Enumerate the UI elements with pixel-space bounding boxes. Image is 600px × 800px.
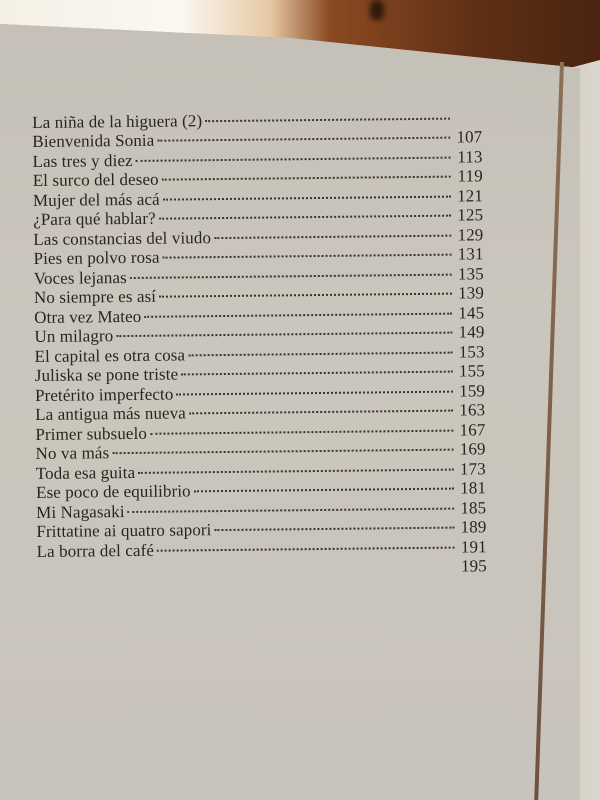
- toc-entry-page: 153: [458, 341, 485, 362]
- toc-entry-title: Primer subsuelo: [35, 423, 148, 444]
- toc-entry-title: Mi Nagasaki: [36, 501, 125, 522]
- dot-leader: [214, 221, 452, 243]
- dot-leader: [214, 513, 454, 535]
- toc-entry-page: 135: [457, 263, 484, 284]
- toc-entry-title: Otra vez Mateo: [34, 306, 142, 327]
- toc-entry-page: 169: [459, 439, 486, 459]
- toc-entry-page: 149: [458, 322, 485, 342]
- toc-entry-title: Voces lejanas: [33, 267, 127, 288]
- toc-entry-title: Bienvenida Sonia: [32, 130, 155, 151]
- toc-entry-title: La antigua más nueva: [35, 403, 187, 424]
- toc-entry-title: La borra del café: [36, 540, 155, 561]
- background-object-shadow: [370, 0, 384, 20]
- toc-entry-title: Ese poco de equilibrio: [35, 481, 191, 502]
- toc-entry-title: Las tres y diez: [32, 150, 133, 171]
- toc-entry-title: ¿Para qué hablar?: [33, 208, 156, 229]
- toc-entry-page: 173: [459, 458, 486, 479]
- toc-entry-page: 155: [458, 361, 485, 381]
- toc-entry-page: 145: [458, 302, 485, 323]
- dot-leader: [194, 474, 455, 496]
- toc-entry-page: 181: [460, 478, 487, 498]
- toc-entry-page: 163: [459, 400, 486, 420]
- toc-entry-page: 167: [459, 419, 486, 440]
- toc-entry-title: No va más: [35, 443, 110, 463]
- toc-entry-page: 125: [457, 205, 484, 225]
- toc-entry-title: Pretérito imperfecto: [34, 384, 174, 405]
- toc-entry-title: La niña de la higuera (2): [32, 110, 203, 132]
- toc-entry-title: Toda esa guita: [35, 462, 136, 483]
- toc-entry-title: Pies en polvo rosa: [33, 247, 160, 268]
- toc-entry-page: 191: [460, 536, 487, 557]
- toc-entry-title: No siempre es así: [33, 286, 157, 307]
- toc-entry-page: 131: [457, 244, 484, 264]
- toc-entry-page: 189: [460, 517, 487, 537]
- dot-leader: [205, 104, 450, 126]
- toc-entry-title: Un milagro: [34, 326, 114, 346]
- toc-entry-title: Frittatine ai quatro sapori: [36, 520, 212, 541]
- toc-entry-title: Juliska se pone triste: [34, 364, 179, 385]
- table-of-contents: [32, 103, 487, 576]
- toc-entry-page: 113: [457, 146, 483, 167]
- toc-entry-title: El capital es otra cosa: [34, 344, 186, 366]
- toc-entry-page: 139: [458, 283, 485, 303]
- toc-entry-page: 107: [456, 127, 483, 147]
- toc-entry-page: 129: [457, 224, 484, 245]
- toc-entry-page: 195: [460, 556, 487, 576]
- toc-entry-page: 159: [459, 380, 486, 401]
- toc-entry-page: 119: [457, 166, 483, 186]
- toc-entry-page: 121: [457, 185, 484, 206]
- toc-entry-title: El surco del deseo: [32, 169, 159, 190]
- dot-leader: [157, 533, 455, 556]
- toc-entry-title: Mujer del más acá: [32, 189, 160, 210]
- toc-entry-title: Las constancias del viudo: [33, 227, 212, 249]
- toc-entry-page: 185: [460, 497, 487, 518]
